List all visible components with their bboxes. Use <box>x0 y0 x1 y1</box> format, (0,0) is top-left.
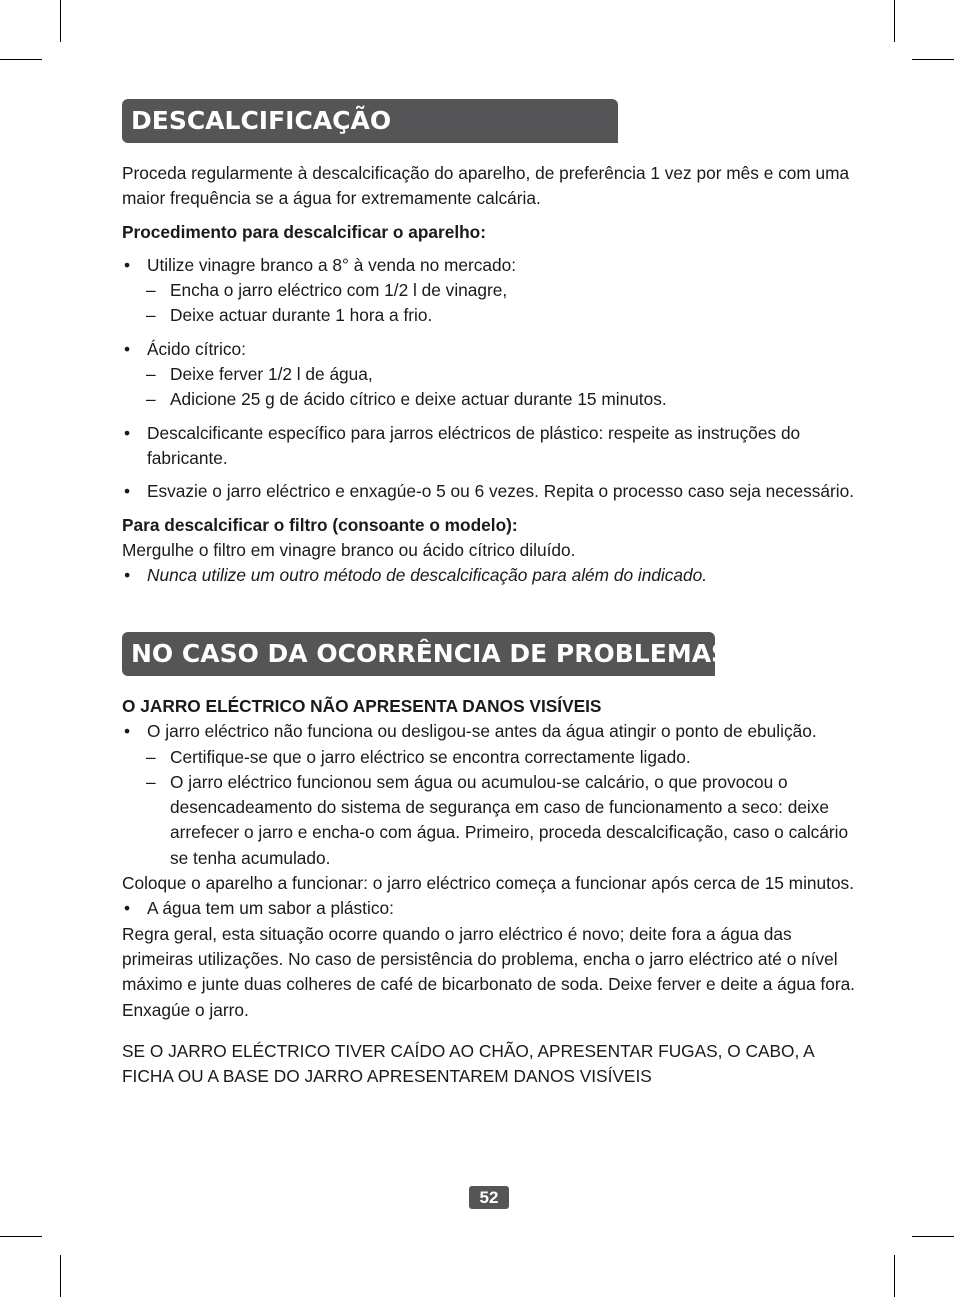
vinegar-step: – Deixe actuar durante 1 hora a frio. <box>122 303 862 328</box>
filter-heading: Para descalcificar o filtro (consoante o modelo): <box>122 514 518 535</box>
crop-mark <box>60 1255 61 1297</box>
troubleshooting-section <box>122 694 862 1089</box>
descaler-bullet: • Descalcificante específico para jarros eléctricos de plástico: respeite as instruções do fabricante. <box>122 421 862 472</box>
crop-mark <box>0 1236 42 1237</box>
section-title-descalcificacao: DESCALCIFICAÇÃO <box>122 99 618 143</box>
descaling-section <box>122 161 862 588</box>
citric-step: – Adicione 25 g de ácido cítrico e deixe actuar durante 15 minutos. <box>122 387 862 412</box>
plastic-taste-paragraph: Regra geral, esta situação ocorre quando o jarro eléctrico é novo; deite fora a água das primeiras utilizações. No caso de persistência do problema, encha o jarro eléctrico até o nível máximo e junte duas colheres de café de bicarbonato de soda. Deixe ferver e deite a água fora. Enxagúe o jarro. <box>122 923 855 1020</box>
crop-mark <box>912 59 954 60</box>
page-number: 52 <box>469 1186 509 1209</box>
not-working-step: – Certifique-se que o jarro eléctrico se encontra correctamente ligado. <box>122 745 862 770</box>
crop-mark <box>912 1236 954 1237</box>
damage-paragraph: SE O JARRO ELÉCTRICO TIVER CAÍDO AO CHÃO, APRESENTAR FUGAS, O CABO, A FICHA OU A BASE DO JARRO APRESENTAREM DANOS VISÍVEIS <box>122 1040 814 1087</box>
citric-step: – Deixe ferver 1/2 l de água, <box>122 362 862 387</box>
no-damage-heading: O JARRO ELÉCTRICO NÃO APRESENTA DANOS VISÍVEIS <box>122 696 602 716</box>
filter-text: Mergulhe o filtro em vinagre branco ou ácido cítrico diluído. <box>122 539 576 560</box>
vinegar-bullet: • Utilize vinagre branco a 8° à venda no mercado: <box>122 253 862 278</box>
not-working-bullet: • O jarro eléctrico não funciona ou desligou-se antes da água atingir o ponto de ebulição. <box>122 719 862 744</box>
restart-paragraph: Coloque o aparelho a funcionar: o jarro eléctrico começa a funcionar após cerca de 15 minutos. <box>122 873 854 894</box>
plastic-taste-bullet: • A água tem um sabor a plástico: <box>122 896 862 921</box>
crop-mark <box>894 0 895 42</box>
empty-bullet: • Esvazie o jarro eléctrico e enxagúe-o 5 ou 6 vezes. Repita o processo caso seja necessário. <box>122 479 862 504</box>
vinegar-step: – Encha o jarro eléctrico com 1/2 l de vinagre, <box>122 278 862 303</box>
crop-mark <box>894 1255 895 1297</box>
procedure-heading: Procedimento para descalcificar o aparelho: <box>122 221 486 242</box>
not-working-step: – O jarro eléctrico funcionou sem água ou acumulou-se calcário, o que provocou o desencadeamento do sistema de segurança em caso de funcionamento a seco: deixe arrefecer o jarro e encha-o com água. Primeiro, proceda descalcificação, caso o calcário se tenha acumulado. <box>122 770 862 871</box>
citric-bullet: • Ácido cítrico: <box>122 337 862 362</box>
crop-mark <box>0 59 42 60</box>
warning-bullet: • Nunca utilize um outro método de descalcificação para além do indicado. <box>122 563 862 588</box>
section-title-problemas: NO CASO DA OCORRÊNCIA DE PROBLEMAS <box>122 632 715 676</box>
crop-mark <box>60 0 61 42</box>
intro-paragraph: Proceda regularmente à descalcificação do aparelho, de preferência 1 vez por mês e com uma maior frequência se a água for extremamente calcária. <box>122 163 850 209</box>
